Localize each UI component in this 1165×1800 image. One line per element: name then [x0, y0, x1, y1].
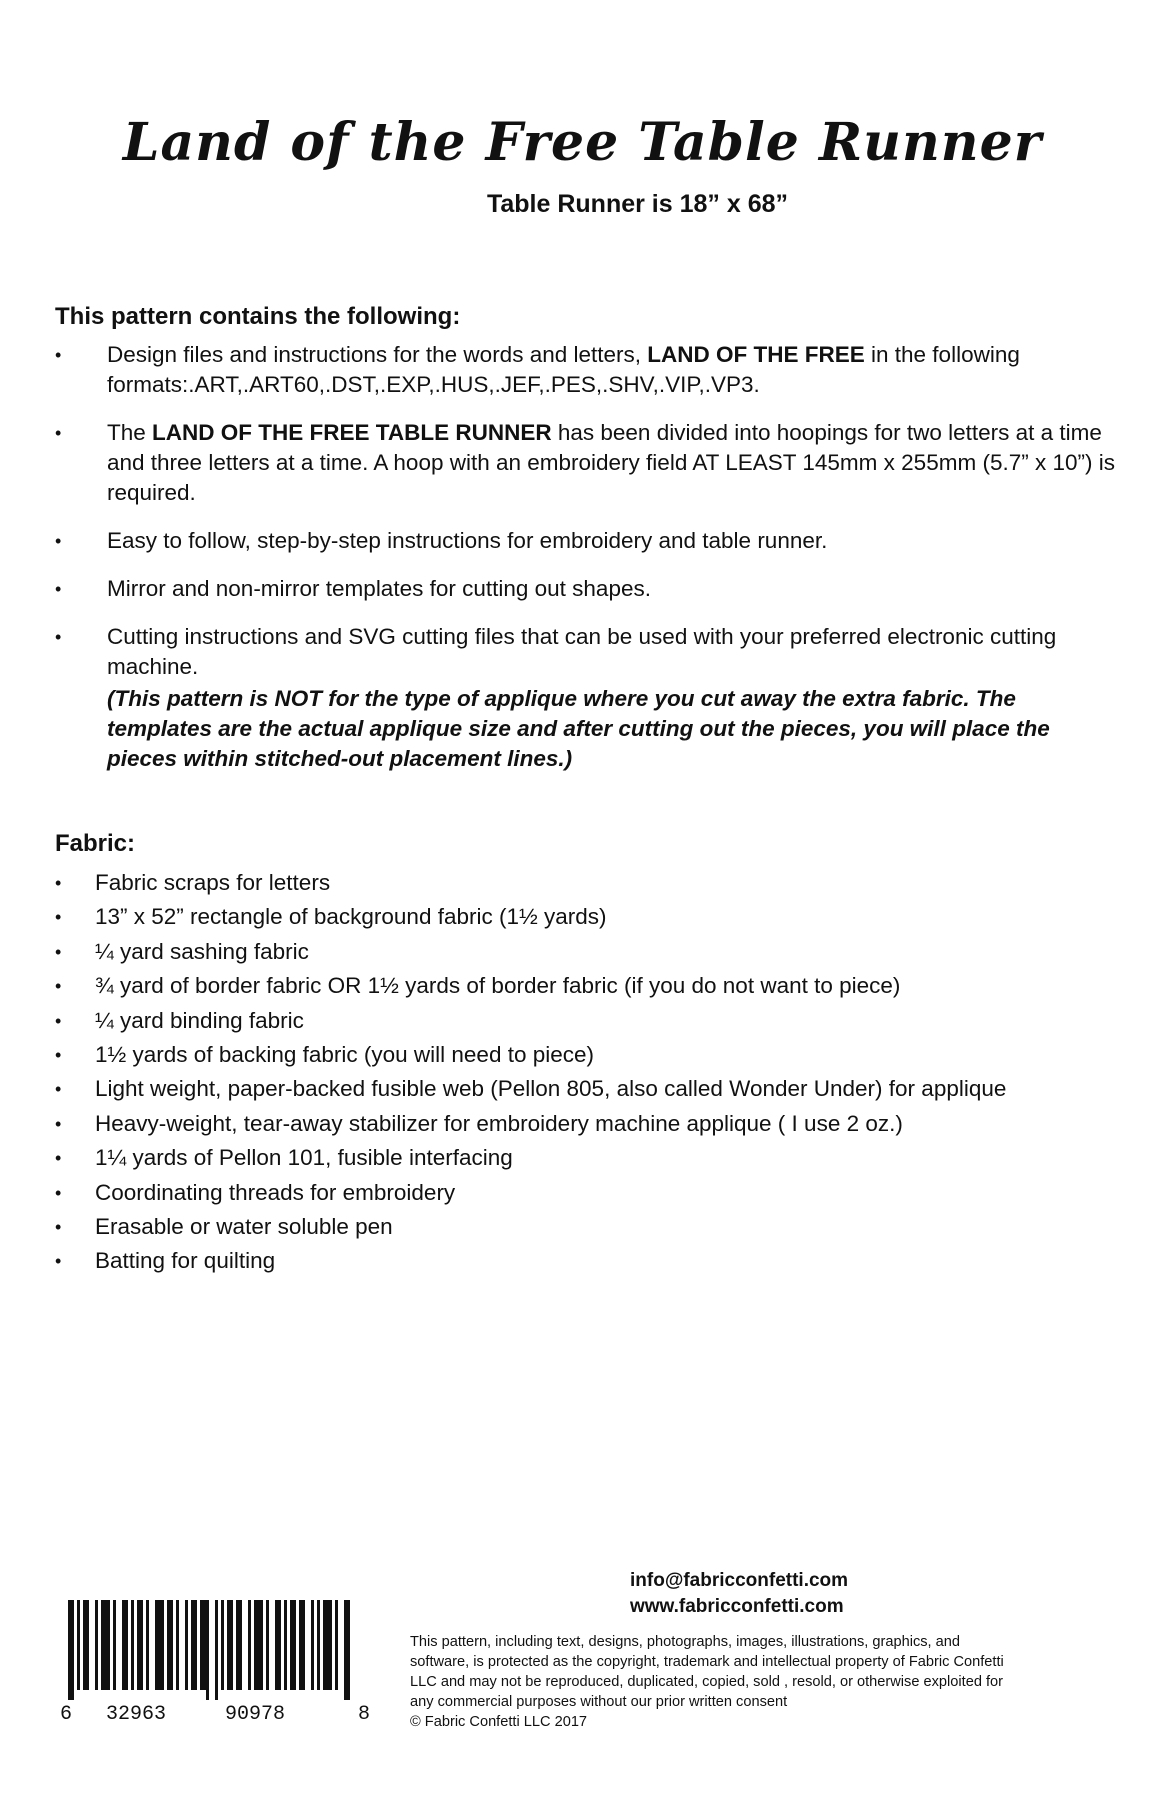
barcode-bar	[230, 1600, 233, 1690]
barcode-digits-right: 90978	[225, 1703, 286, 1726]
fabric-item: • Erasable or water soluble pen	[55, 1210, 1115, 1244]
barcode-bar	[86, 1600, 89, 1690]
barcode-bar	[326, 1600, 329, 1690]
barcode-bar	[68, 1600, 71, 1700]
fabric-item: • Coordinating threads for embroidery	[55, 1176, 1115, 1210]
barcode-bar	[95, 1600, 98, 1690]
page-title: Land of the Free Table Runner	[122, 112, 1043, 173]
fabric-item: • ¾ yard of border fabric OR 1½ yards of border fabric (if you do not want to piece)	[55, 969, 1115, 1003]
contents-item-text: The	[107, 420, 153, 445]
barcode-bar	[329, 1600, 332, 1690]
fabric-item: • 1½ yards of backing fabric (you will need to piece)	[55, 1038, 1115, 1072]
barcode-bar	[122, 1600, 125, 1690]
fabric-item: • Light weight, paper-backed fusible web (Pellon 805, also called Wonder Under) for applique	[55, 1072, 1115, 1106]
contents-heading: This pattern contains the following:	[55, 303, 461, 330]
barcode-bar	[83, 1600, 86, 1690]
barcode-bar	[317, 1600, 320, 1690]
contents-item-text-end: in the following formats:.ART,.ART60,.DST,.EXP,.HUS,.JEF,.PES,.SHV,.VIP,.VP3.	[107, 342, 1020, 397]
barcode-digit-first: 6	[60, 1703, 73, 1726]
contents-item	[55, 622, 1115, 774]
barcode-bar	[311, 1600, 314, 1690]
barcode-bar	[191, 1600, 194, 1690]
contents-item-bold: LAND OF THE FREE	[647, 342, 865, 367]
barcode-bar	[155, 1600, 158, 1690]
barcode-bar	[260, 1600, 263, 1690]
contents-item	[55, 574, 1115, 604]
copyright-notice	[410, 1632, 1110, 1732]
contents-item-text: Mirror and non-mirror templates for cutting out shapes.	[107, 576, 651, 601]
contents-item-text-end: has been divided into hoopings for two letters at a time and three letters at a time. A hoop with an embroidery field AT LEAST 145mm x 255mm (5.7” x 10”) is required.	[107, 420, 1115, 505]
barcode-bar	[131, 1600, 134, 1690]
barcode-bar	[248, 1600, 251, 1690]
barcode-bar	[176, 1600, 179, 1690]
contents-item-note: (This pattern is NOT for the type of applique where you cut away the extra fabric. The templates are the actual applique size and after cutting out the pieces, you will place the pieces within stitched-out placement lines.)	[107, 686, 1050, 771]
copyright-line: any commercial purposes without our prior written consent	[410, 1694, 788, 1710]
barcode-bar	[158, 1600, 161, 1690]
barcode-bar	[227, 1600, 230, 1690]
copyright-line: LLC and may not be reproduced, duplicated, copied, sold , resold, or otherwise exploited for	[410, 1674, 1004, 1690]
fabric-item: • 13” x 52” rectangle of background fabric (1½ yards)	[55, 900, 1115, 934]
contents-item-text: Cutting instructions and SVG cutting files that can be used with your preferred electronic cutting machine.	[107, 624, 1057, 679]
barcode-digit-last: 8	[358, 1703, 371, 1726]
barcode-bar	[257, 1600, 260, 1690]
barcode	[60, 1600, 371, 1726]
barcode-bar	[266, 1600, 269, 1690]
barcode-bar	[335, 1600, 338, 1690]
fabric-item: • Batting for quilting	[55, 1244, 1115, 1278]
barcode-bar	[299, 1600, 302, 1690]
fabric-item: • 1¼ yards of Pellon 101, fusible interfacing	[55, 1141, 1115, 1175]
barcode-bar	[236, 1600, 239, 1690]
barcode-bar	[167, 1600, 170, 1690]
contents-item	[55, 340, 1115, 400]
contents-item-text: Design files and instructions for the words and letters,	[107, 342, 648, 367]
barcode-bar	[185, 1600, 188, 1690]
barcode-digits-left: 32963	[106, 1703, 167, 1726]
contact-block	[630, 1568, 848, 1620]
barcode-bar	[278, 1600, 281, 1690]
email-link[interactable]: info@fabricconfetti.com	[630, 1570, 849, 1591]
barcode-bar	[254, 1600, 257, 1690]
barcode-bar	[290, 1600, 293, 1690]
copyright-line: This pattern, including text, designs, photographs, images, illustrations, graphics, and	[410, 1634, 961, 1650]
fabric-heading: Fabric:	[55, 830, 136, 857]
barcode-bar	[101, 1600, 104, 1690]
barcode-bar	[344, 1600, 347, 1700]
barcode-bar	[77, 1600, 80, 1690]
copyright-line: software, is protected as the copyright, trademark and intellectual property of Fabric Confetti	[410, 1654, 1004, 1670]
barcode-bar	[293, 1600, 296, 1690]
fabric-item: • ¼ yard sashing fabric	[55, 935, 1115, 969]
barcode-bar	[170, 1600, 173, 1690]
barcode-bar	[140, 1600, 143, 1690]
barcode-bar	[146, 1600, 149, 1690]
barcode-bar	[71, 1600, 74, 1700]
contents-item	[55, 418, 1115, 508]
fabric-item: • ¼ yard binding fabric	[55, 1004, 1115, 1038]
barcode-bar	[137, 1600, 140, 1690]
barcode-bar	[200, 1600, 203, 1690]
barcode-bar	[239, 1600, 242, 1690]
contents-item	[55, 526, 1115, 556]
barcode-bar	[215, 1600, 218, 1700]
barcode-bar	[284, 1600, 287, 1690]
barcode-bar	[161, 1600, 164, 1690]
barcode-bar	[221, 1600, 224, 1690]
fabric-item: • Heavy-weight, tear-away stabilizer for embroidery machine applique ( I use 2 oz.)	[55, 1107, 1115, 1141]
website-link[interactable]: www.fabricconfetti.com	[630, 1596, 844, 1617]
barcode-bar	[194, 1600, 197, 1690]
barcode-bar	[125, 1600, 128, 1690]
contents-list	[55, 340, 1115, 792]
barcode-bar	[104, 1600, 107, 1690]
barcode-bar	[275, 1600, 278, 1690]
barcode-bar	[113, 1600, 116, 1690]
barcode-bar	[347, 1600, 350, 1700]
barcode-bar	[323, 1600, 326, 1690]
copyright-line: © Fabric Confetti LLC 2017	[410, 1714, 588, 1730]
barcode-bar	[203, 1600, 206, 1690]
page-subtitle: Table Runner is 18” x 68”	[486, 190, 789, 218]
fabric-item: • Fabric scraps for letters	[55, 866, 1115, 900]
barcode-bars	[68, 1600, 368, 1700]
barcode-bar	[206, 1600, 209, 1700]
contents-item-text: Easy to follow, step-by-step instructions for embroidery and table runner.	[107, 528, 828, 553]
barcode-bar	[302, 1600, 305, 1690]
contents-item-bold: LAND OF THE FREE TABLE RUNNER	[152, 420, 552, 445]
fabric-list	[55, 866, 1115, 1279]
barcode-bar	[107, 1600, 110, 1690]
